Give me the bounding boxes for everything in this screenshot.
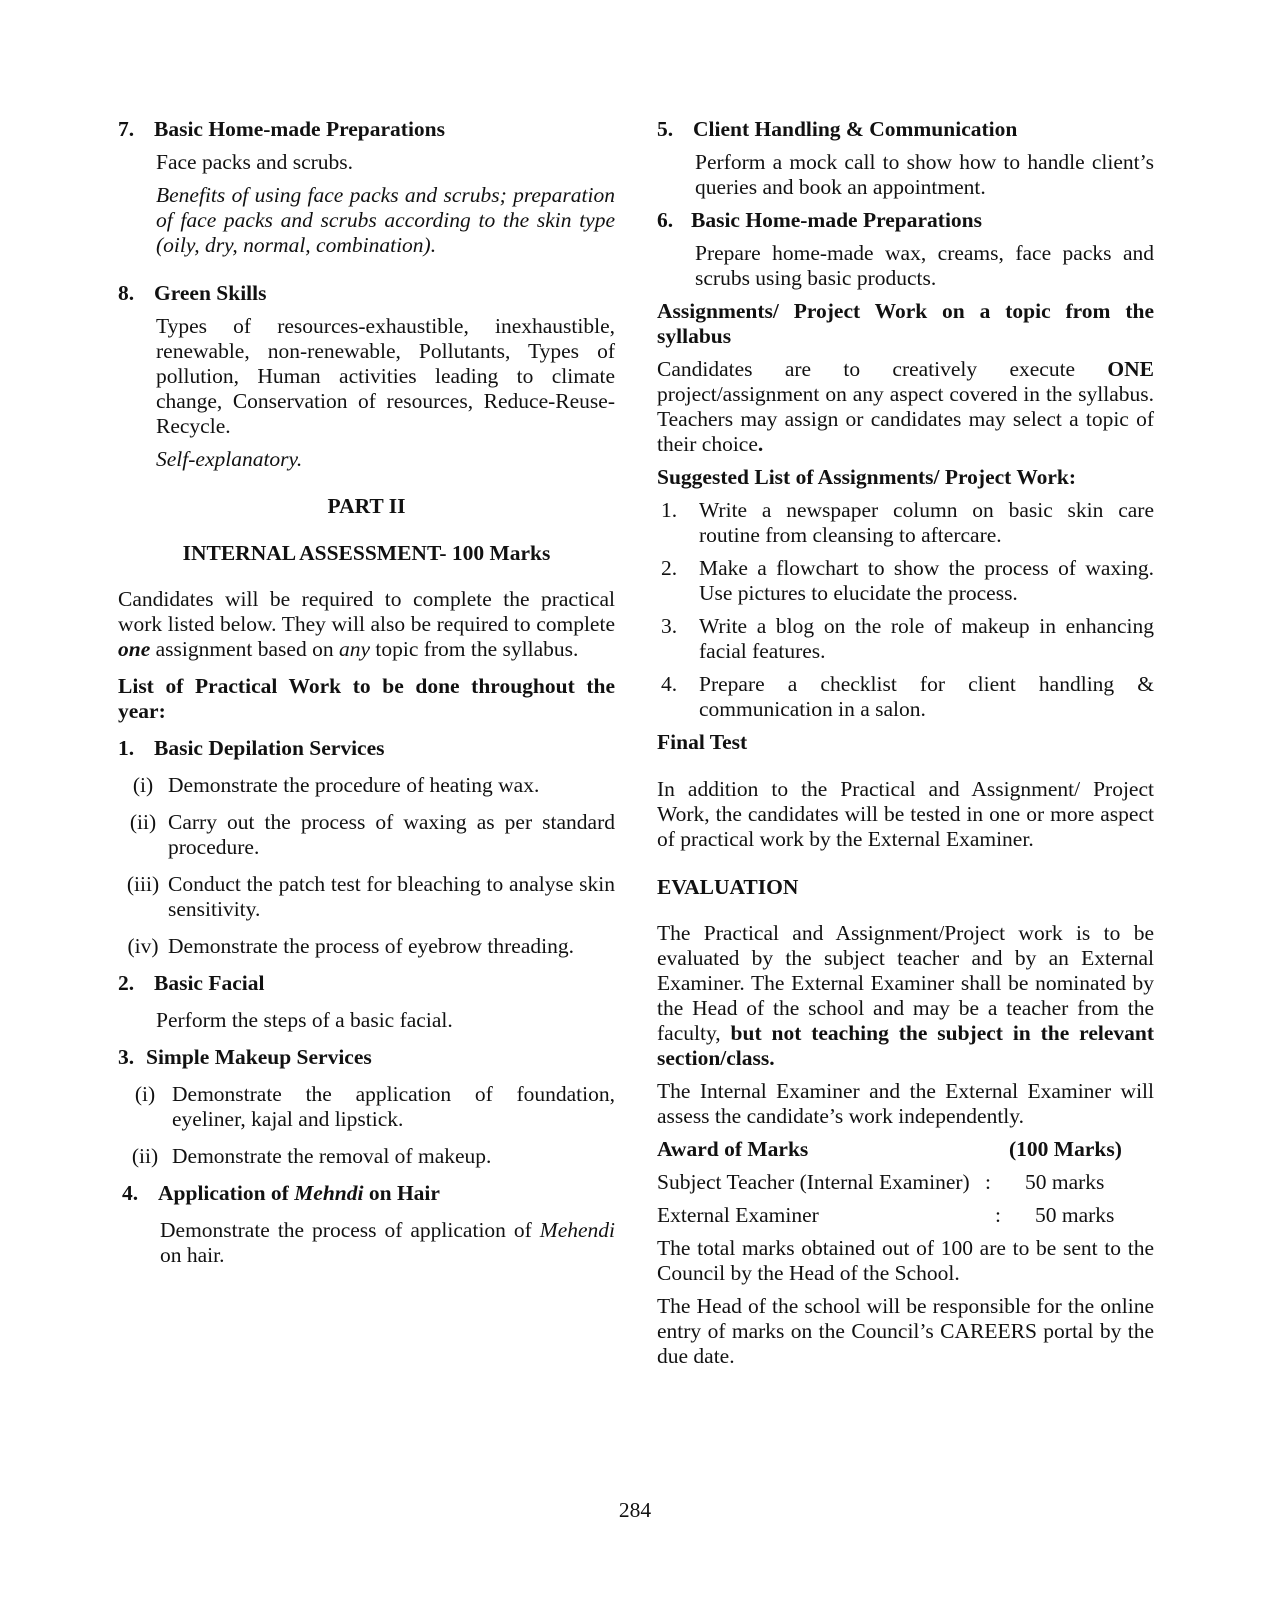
list-item: 1. Write a newspaper column on basic skin care routine from cleansing to aftercare. (661, 498, 1154, 547)
practical-4-heading: 4. Application of Mehndi on Hair (122, 1181, 440, 1205)
practical-3-heading: 3. Simple Makeup Services (118, 1045, 372, 1069)
list-item: (ii) Carry out the process of waxing as per standard procedure. (129, 810, 615, 859)
practical-2-text: Perform the steps of a basic facial. (156, 1008, 453, 1032)
assignments-heading: Assignments/ Project Work on a topic from the syllabus (657, 299, 1154, 348)
part-subtitle: INTERNAL ASSESSMENT- 100 Marks (182, 540, 551, 565)
suggested-heading: Suggested List of Assignments/ Project Work: (657, 465, 1077, 489)
list-item: (i) Demonstrate the application of foundation, eyeliner, kajal and lipstick. (134, 1082, 615, 1131)
head-responsibility-text: The Head of the school will be responsible for the online entry of marks on the Council’s CAREERS portal by the due date. (657, 1294, 1154, 1368)
practical-6-heading: 6. Basic Home-made Preparations (657, 208, 983, 232)
part-title: PART II (327, 494, 406, 518)
table-row: Subject Teacher (Internal Examiner) : 50 marks (657, 1170, 1105, 1194)
list-item: (i) Demonstrate the procedure of heating wax. (132, 773, 540, 797)
list-item: (iv) Demonstrate the process of eyebrow threading. (127, 934, 574, 958)
list-item: (iii) Conduct the patch test for bleaching to analyse skin sensitivity. (126, 872, 615, 921)
evaluation-text-2: The Internal Examiner and the External Examiner will assess the candidate’s work independently. (657, 1079, 1154, 1128)
award-of-marks-heading: Award of Marks (100 Marks) (657, 1137, 1122, 1161)
list-item: 3. Write a blog on the role of makeup in enhancing facial features. (661, 614, 1154, 663)
section-7-text: Face packs and scrubs. (156, 150, 354, 174)
page-number: 284 (618, 1498, 652, 1522)
section-8-italic: Self-explanatory. (156, 447, 303, 471)
right-column (657, 117, 1154, 1369)
evaluation-text: The Practical and Assignment/Project work is to be evaluated by the subject teacher and by an External Examiner. The External Examiner shall be nominated by the Head of the school and may be a teacher from the faculty, but not teaching the subject in the relevant section/class. (657, 921, 1154, 1070)
practical-6-text: Prepare home-made wax, creams, face packs and scrubs using basic products. (695, 241, 1154, 290)
final-test-text: In addition to the Practical and Assignment/ Project Work, the candidates will be tested in one or more aspect of practical work by the External Examiner. (657, 776, 1154, 851)
evaluation-heading: EVALUATION (657, 874, 799, 899)
practical-1-heading: 1. Basic Depilation Services (118, 736, 385, 760)
list-item: 2. Make a flowchart to show the process of waxing. Use pictures to elucidate the process. (661, 556, 1154, 605)
practical-list-heading: List of Practical Work to be done throughout the year: (118, 674, 615, 723)
practical-4-text: Demonstrate the process of application of Mehendi on hair. (160, 1218, 615, 1267)
practical-5-heading: 5. Client Handling & Communication (657, 117, 1018, 141)
list-item: (ii) Demonstrate the removal of makeup. (131, 1144, 492, 1168)
table-row: External Examiner : 50 marks (657, 1203, 1115, 1227)
assignments-text: Candidates are to creatively execute ONE project/assignment on any aspect covered in the syllabus. Teachers may assign or candidates may select a topic of their choice. (657, 357, 1154, 456)
section-8-text: Types of resources-exhaustible, inexhaustible, renewable, non-renewable, Pollutants, Types of pollution, Human activities leading to climate change, Conservation of resources, Reduce-Reuse-Recycle. (156, 314, 615, 438)
intro-paragraph: Candidates will be required to complete the practical work listed below. They will also be required to complete one assignment based on any topic from the syllabus. (118, 587, 615, 661)
final-test-heading: Final Test (657, 730, 748, 754)
section-7-heading: 7. Basic Home-made Preparations (118, 117, 446, 141)
practical-2-heading: 2. Basic Facial (118, 971, 265, 995)
total-marks-text: The total marks obtained out of 100 are to be sent to the Council by the Head of the School. (657, 1236, 1154, 1285)
left-column (118, 117, 615, 1268)
list-item: 4. Prepare a checklist for client handling & communication in a salon. (661, 672, 1154, 721)
practical-5-text: Perform a mock call to show how to handle client’s queries and book an appointment. (695, 150, 1154, 199)
section-8-heading: 8. Green Skills (118, 281, 267, 305)
section-7-italic: Benefits of using face packs and scrubs; preparation of face packs and scrubs according to the skin type (oily, dry, normal, combination). (156, 183, 615, 257)
